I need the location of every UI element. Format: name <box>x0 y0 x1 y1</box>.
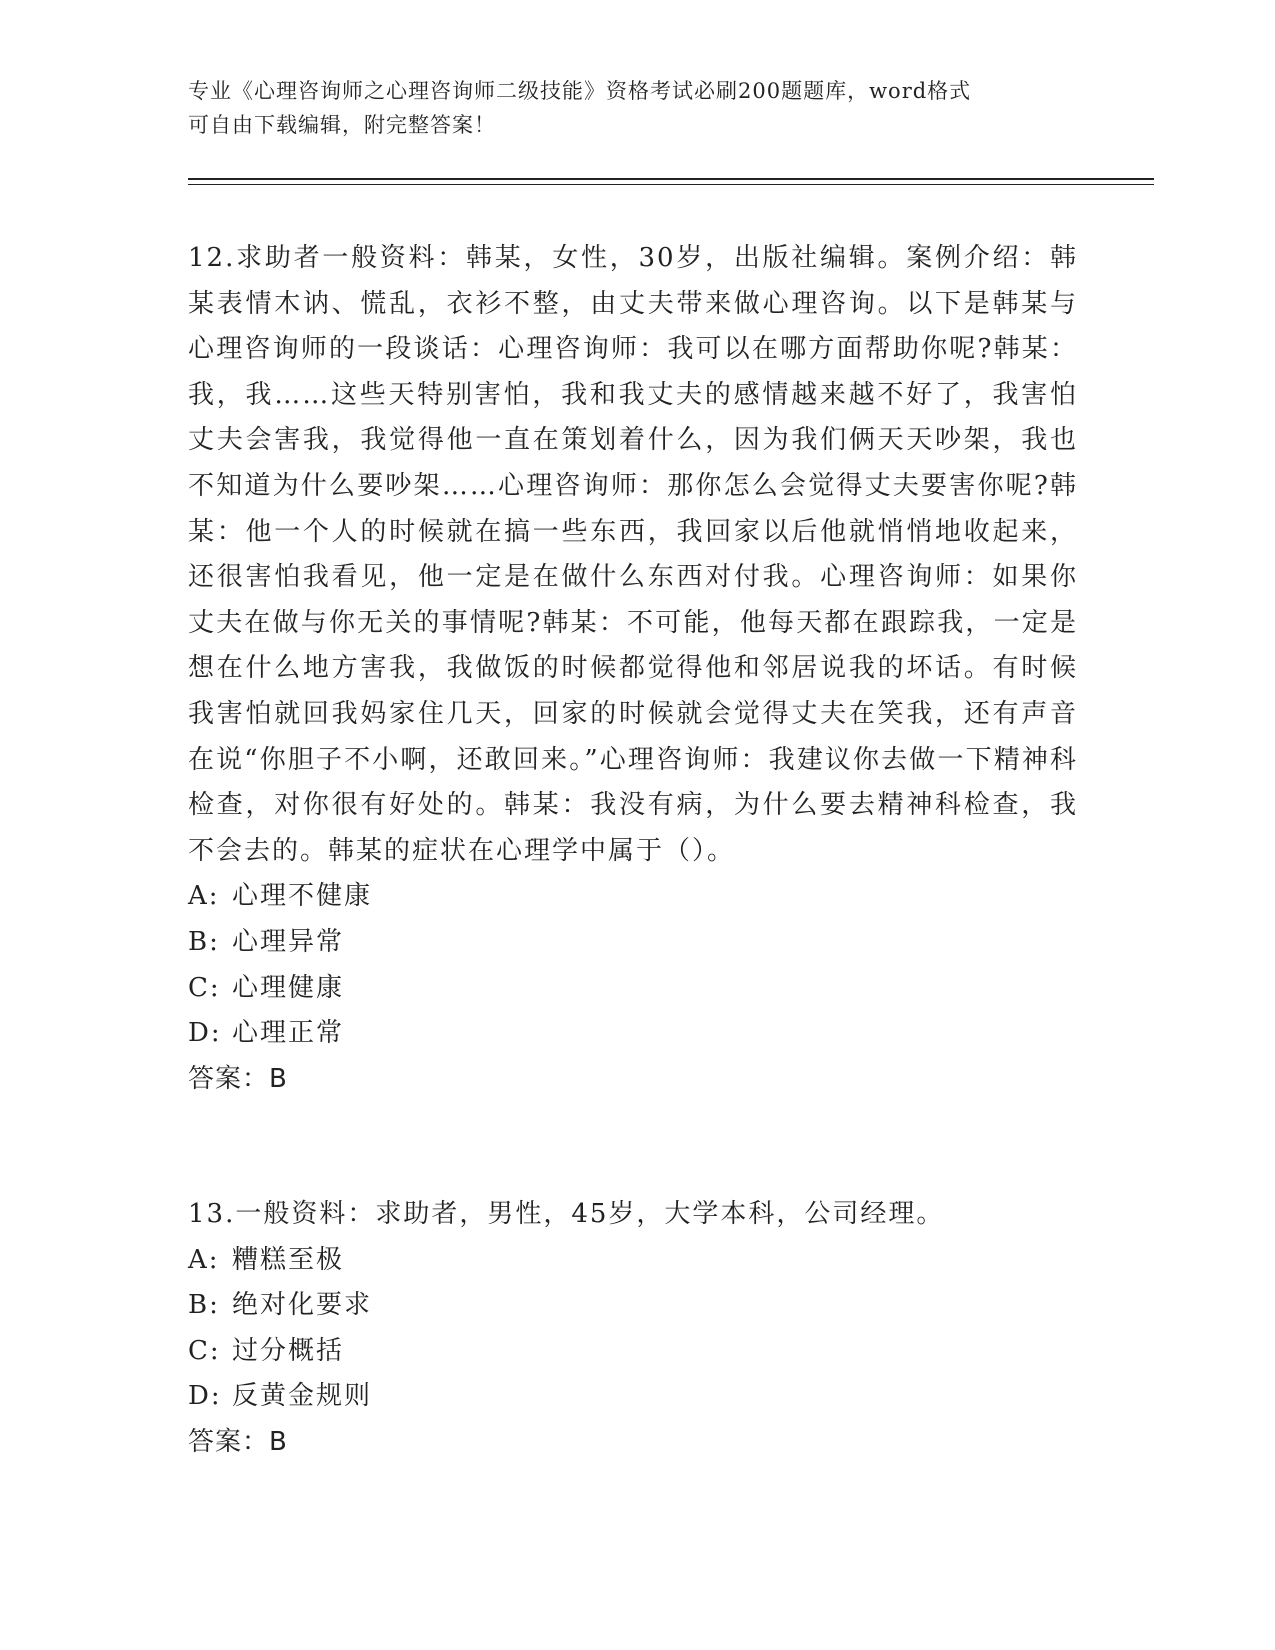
option-text: 过分概括 <box>232 1335 345 1366</box>
option-text: 心理健康 <box>232 972 345 1003</box>
option-text: 心理异常 <box>232 926 345 957</box>
option-letter: A: <box>188 1244 220 1275</box>
question-13 <box>188 1192 1078 1466</box>
question-12 <box>188 236 1078 1102</box>
header-divider-thin <box>188 184 1154 185</box>
document-header <box>188 74 1088 142</box>
option-letter: D: <box>188 1381 222 1412</box>
answer-line: 答案：B <box>188 1063 288 1094</box>
answer-line: 答案：B <box>188 1426 288 1457</box>
option-text: 心理正常 <box>232 1018 345 1049</box>
option-letter: B: <box>188 926 220 957</box>
option-text: 反黄金规则 <box>232 1381 373 1412</box>
option-c <box>188 966 1078 1012</box>
option-c <box>188 1329 1078 1375</box>
option-b <box>188 920 1078 966</box>
option-d <box>188 1011 1078 1057</box>
option-text: 糟糕至极 <box>232 1244 345 1275</box>
option-d <box>188 1374 1078 1420</box>
option-a <box>188 1238 1078 1284</box>
option-text: 绝对化要求 <box>232 1290 373 1321</box>
option-letter: C: <box>188 1335 221 1366</box>
header-title-line-2: 可自由下载编辑，附完整答案！ <box>188 113 496 137</box>
option-b <box>188 1283 1078 1329</box>
question-stem: 12.求助者一般资料：韩某，女性，30岁，出版社编辑。案例介绍：韩某表情木讷、慌乱，衣衫不整，由丈夫带来做心理咨询。以下是韩某与心理咨询师的一段谈话：心理咨询师：我可以在哪方面帮助你呢?韩某：我，我……这些天特别害怕，我和我丈夫的感情越来越不好了，我害怕丈夫会害我，我觉得他一直在策划着什么，因为我们俩天天吵架，我也不知道为什么要吵架……心理咨询师：那你怎么会觉得丈夫要害你呢?韩某：他一个人的时候就在搞一些东西，我回家以后他就悄悄地收起来，还很害怕我看见，他一定是在做什么东西对付我。心理咨询师：如果你丈夫在做与你无关的事情呢?韩某：不可能，他每天都在跟踪我，一定是想在什么地方害我，我做饭的时候都觉得他和邻居说我的坏话。有时候我害怕就回我妈家住几天，回家的时候就会觉得丈夫在笑我，还有声音在说“你胆子不小啊，还敢回来。”心理咨询师：我建议你去做一下精神科检查，对你很有好处的。韩某：我没有病，为什么要去精神科检查，我不会去的。韩某的症状在心理学中属于（）。 <box>188 243 1078 866</box>
question-stem: 13.一般资料：求助者，男性，45岁，大学本科，公司经理。 <box>188 1199 945 1229</box>
option-letter: A: <box>188 881 220 912</box>
header-divider-thick <box>188 178 1154 180</box>
option-letter: B: <box>188 1290 220 1321</box>
header-title-line-1: 专业《心理咨询师之心理咨询师二级技能》资格考试必刷200题题库，word格式 <box>188 79 972 103</box>
option-letter: C: <box>188 972 221 1003</box>
option-a <box>188 874 1078 920</box>
option-letter: D: <box>188 1018 222 1049</box>
option-text: 心理不健康 <box>232 881 373 912</box>
